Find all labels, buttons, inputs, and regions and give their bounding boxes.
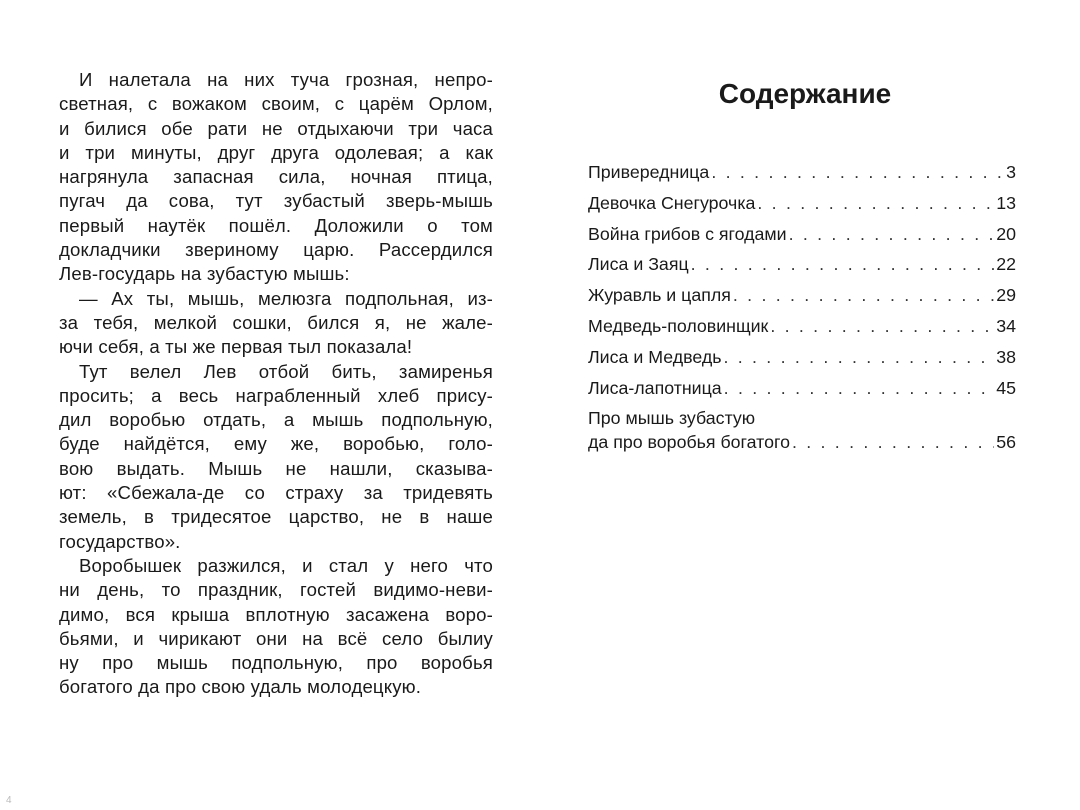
text-line: за тебя, мелкой сошки, бился я, не жале- bbox=[59, 311, 493, 333]
toc-entry-title: Медведь-половинщик bbox=[588, 315, 769, 336]
leader-dots bbox=[733, 285, 994, 306]
text-line: дил воробью отдать, а мышь подпольную, bbox=[59, 409, 493, 431]
text-line: Тут велел Лев отбой бить, замиренья bbox=[79, 360, 493, 382]
leader-dots bbox=[770, 316, 994, 337]
leader-dots bbox=[789, 224, 995, 245]
toc-title: Содержание bbox=[718, 78, 892, 109]
toc-entry[interactable] bbox=[588, 162, 1016, 193]
text-line: Лев-государь на зубастую мышь: bbox=[59, 263, 350, 285]
text-line: просить; а весь награбленный хлеб прису- bbox=[59, 384, 493, 406]
text-line: пугач да сова, тут зубастый зверь-мышь bbox=[59, 190, 493, 212]
toc-entry-title: Лиса-лапотница bbox=[588, 377, 722, 398]
toc-entry-title: Лиса и Медведь bbox=[588, 346, 722, 367]
toc-entry-page: 45 bbox=[996, 377, 1016, 398]
toc-entry-page: 38 bbox=[996, 346, 1016, 367]
text-line: вою выдать. Мышь не нашли, сказыва- bbox=[59, 457, 493, 479]
toc-entry-title: Привередница bbox=[588, 162, 710, 182]
toc-entry-page: 34 bbox=[996, 315, 1016, 336]
leader-dots bbox=[723, 347, 994, 368]
toc-list bbox=[588, 162, 1016, 408]
toc-entry[interactable] bbox=[588, 224, 1016, 255]
toc-entry[interactable] bbox=[588, 254, 1016, 285]
text-line: ну про мышь подпольную, про воробья bbox=[59, 652, 493, 674]
toc-entry-title-line1: Про мышь зубастую bbox=[588, 408, 756, 429]
toc-entry[interactable] bbox=[588, 347, 1016, 378]
text-line: нагрянула запасная сила, ночная птица, bbox=[59, 166, 493, 188]
leader-dots bbox=[691, 254, 995, 275]
text-line: земель, в тридесятое царство, не в наше bbox=[59, 506, 493, 528]
leader-dots bbox=[792, 432, 994, 453]
toc-entry[interactable] bbox=[588, 285, 1016, 316]
table-of-contents bbox=[588, 78, 1016, 456]
toc-entry-title: Лиса и Заяц bbox=[588, 254, 689, 275]
text-line: Воробышек разжился, и стал у него что bbox=[79, 554, 493, 576]
toc-entry-page: 3 bbox=[1006, 162, 1016, 182]
toc-entry-title-line2: да про воробья богатого bbox=[588, 432, 790, 453]
toc-entry-page: 13 bbox=[996, 192, 1016, 213]
toc-entry[interactable] bbox=[588, 408, 1016, 456]
story-text bbox=[59, 68, 493, 700]
text-line: первый наутёк пошёл. Доложили о том bbox=[59, 214, 493, 236]
text-line: ючи себя, а ты же первая тыл показала! bbox=[59, 336, 413, 358]
text-line: и билися обе рати не отдыхаючи три часа bbox=[59, 117, 493, 139]
text-line: и три минуты, друг друга одолевая; а как bbox=[59, 141, 493, 163]
toc-entry-page: 29 bbox=[996, 285, 1016, 306]
corner-mark: 4 bbox=[6, 795, 12, 806]
leader-dots bbox=[711, 162, 1004, 183]
text-line: ют: «Сбежала-де со страху за тридевять bbox=[59, 482, 493, 504]
text-line: И налетала на них туча грозная, непро- bbox=[79, 69, 493, 90]
text-line: светная, с вожаком своим, с царём Орлом, bbox=[59, 93, 493, 115]
text-line: — Ах ты, мышь, мелюзга подпольная, из- bbox=[79, 287, 493, 309]
toc-entry-title: Девочка Снегурочка bbox=[588, 192, 756, 213]
text-line: ни день, то праздник, гостей видимо-неви- bbox=[59, 579, 493, 601]
text-line: буде найдётся, ему же, воробью, голо- bbox=[59, 433, 493, 455]
toc-entry[interactable] bbox=[588, 193, 1016, 224]
toc-entry-page: 56 bbox=[996, 432, 1016, 453]
text-line: богатого да про свою удаль молодецкую. bbox=[59, 676, 422, 698]
leader-dots bbox=[757, 193, 994, 214]
toc-entry-title: Война грибов с ягодами bbox=[588, 223, 787, 244]
toc-entry[interactable] bbox=[588, 378, 1016, 409]
toc-entry-title: Журавль и цапля bbox=[588, 285, 731, 306]
toc-entry[interactable] bbox=[588, 316, 1016, 347]
text-line: димо, вся крыша вплотную засажена воро- bbox=[59, 603, 493, 625]
text-line: бьями, и чирикают они на всё село былиу bbox=[59, 627, 493, 649]
toc-entry-page: 20 bbox=[996, 223, 1016, 244]
leader-dots bbox=[724, 378, 995, 399]
text-line: государство». bbox=[59, 530, 181, 552]
toc-entry-page: 22 bbox=[996, 254, 1016, 275]
text-line: докладчики звериному царю. Рассердился bbox=[59, 239, 493, 261]
